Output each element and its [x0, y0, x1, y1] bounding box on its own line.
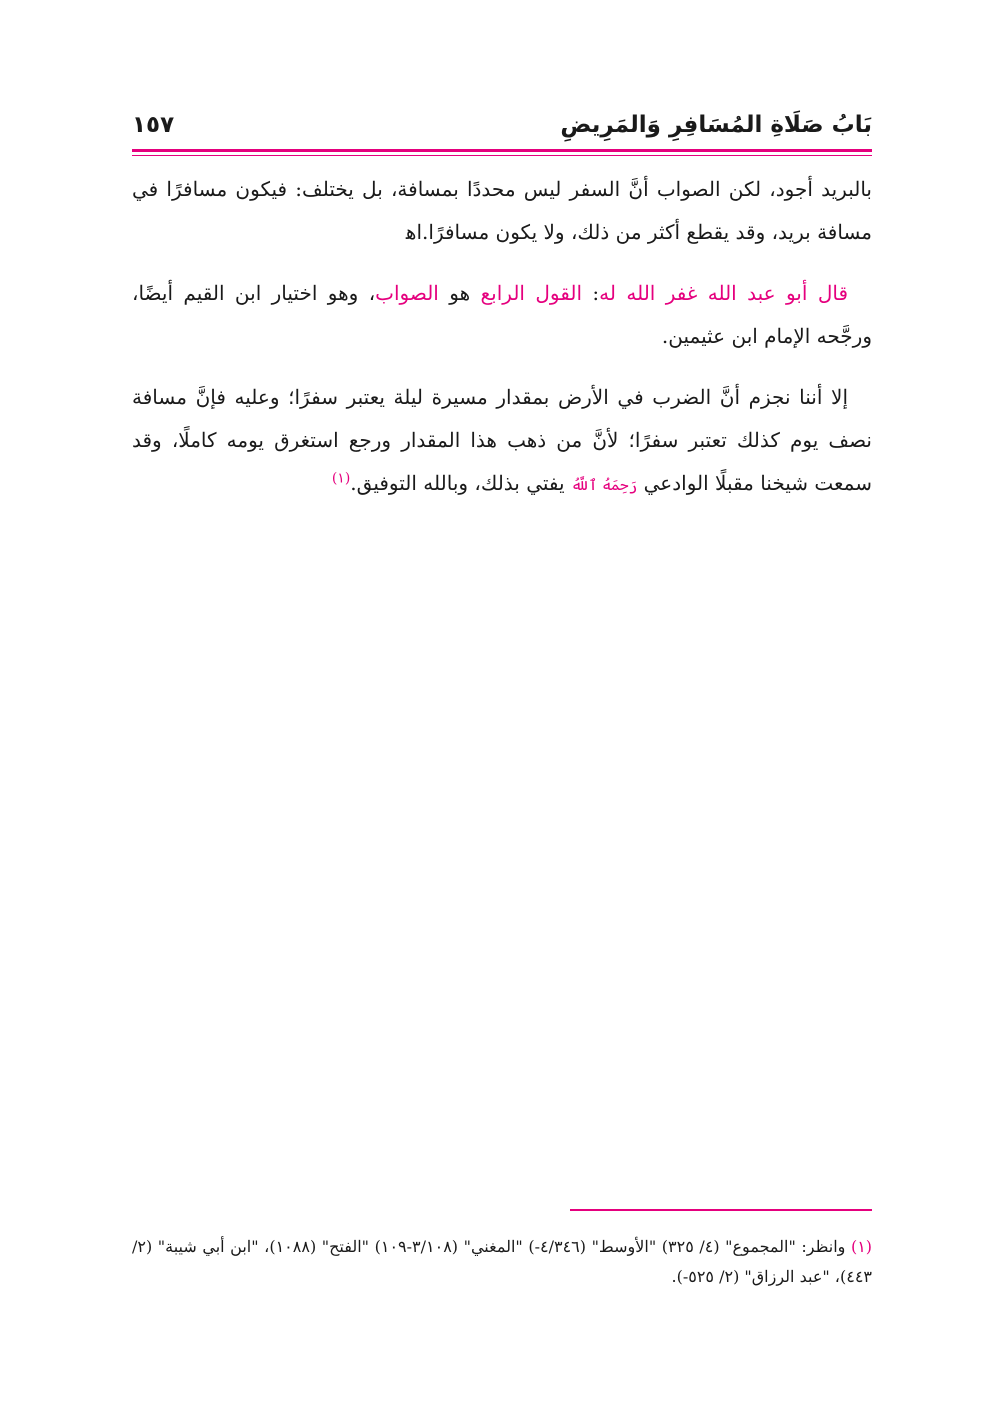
paragraph-3-end: يفتي بذلك، وبالله التوفيق. [350, 471, 571, 495]
main-text [132, 168, 872, 525]
connector-text: هو [438, 281, 481, 305]
paragraph-3 [132, 376, 872, 507]
chapter-title: بَابُ صَلَاةِ المُسَافِرِ وَالمَرِيضِ [560, 112, 872, 138]
footnote-text: وانظر: "المجموع" (٤/ ٣٢٥) "الأوسط" (٤/٣٤٦-) "المغني" (٣/١٠٨-١٠٩) "الفتح" (١٠٨٨)، "ابن أبي شيبة" (٢/ ٤٤٣)، "عبد الرزاق" (٢/ ٥٢٥-). [132, 1237, 872, 1286]
footnote-number: (١) [850, 1237, 873, 1256]
paragraph-2-rest: ، وهو اختيار ابن القيم أيضًا، ورجَّحه الإمام ابن عثيمين. [132, 281, 872, 348]
correct-highlight: الصواب [375, 281, 439, 305]
page-header [132, 108, 872, 150]
paragraph-3-text: إلا أننا نجزم أنَّ الضرب في الأرض بمقدار مسيرة ليلة يعتبر سفرًا؛ وعليه فإنَّ مسافة نصف يوم كذلك تعتبر سفرًا؛ لأنَّ من ذهب هذا المقدار ورجع استغرق يومه كاملًا، وقد سمعت شيخنا مقبلًا الوادعي [132, 385, 872, 495]
author-remark: قال أبو عبد الله غفر الله له [599, 281, 849, 305]
colon-text: : [582, 281, 600, 305]
paragraph-2 [132, 272, 872, 358]
header-rule-thin [132, 155, 872, 156]
header-rule-thick [132, 149, 872, 152]
honorific-glyph: رَحِمَهُ ٱللَّهُ [570, 476, 638, 494]
paragraph-1: بالبريد أجود، لكن الصواب أنَّ السفر ليس محددًا بمسافة، بل يختلف: فيكون مسافرًا في مسافة بريد، وقد يقطع أكثر من ذلك، ولا يكون مسافرًا.اﻫ [132, 177, 872, 244]
fourth-opinion-highlight: القول الرابع [480, 281, 583, 305]
footnote [132, 1232, 872, 1292]
page-number: ١٥٧ [132, 112, 175, 138]
footnote-reference[interactable]: (١) [331, 470, 351, 487]
footnote-separator [570, 1209, 872, 1211]
